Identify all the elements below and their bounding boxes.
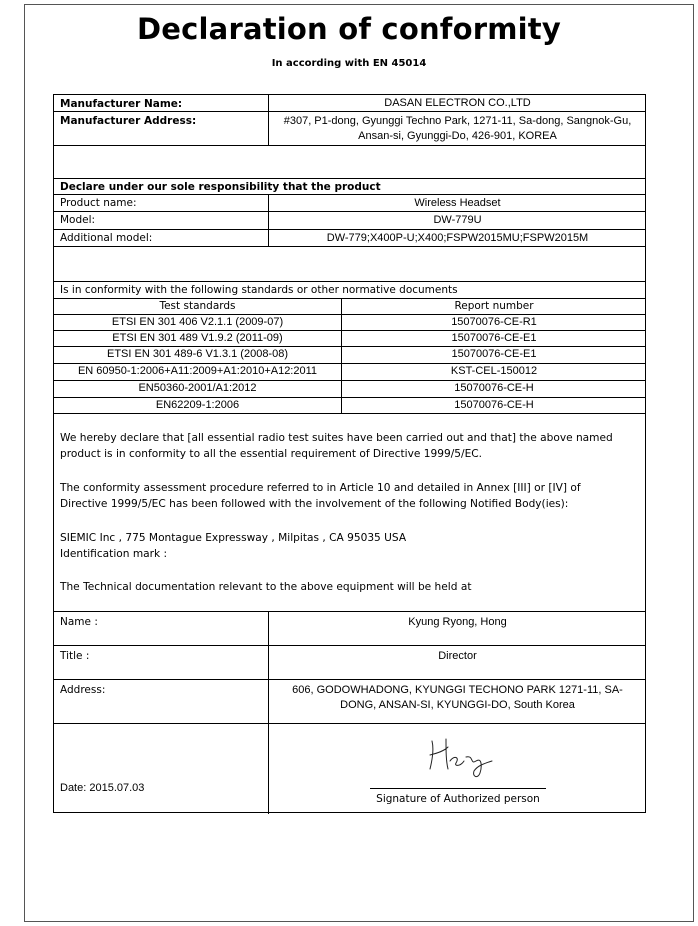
signature-caption: Signature of Authorized person	[376, 793, 540, 805]
signatory-title-label: Title :	[60, 650, 90, 662]
manufacturer-name-label: Manufacturer Name:	[60, 98, 183, 110]
report-number-cell: 15070076-CE-H	[454, 399, 534, 411]
declaration-p2-line2: Directive 1999/5/EC has been followed with the involvement of the following Notified Body(ies):	[60, 498, 569, 510]
signatory-title-value: Director	[438, 650, 477, 662]
standard-cell: EN50360-2001/A1:2012	[138, 382, 257, 394]
signatory-name-label: Name :	[60, 616, 98, 628]
document-title: Declaration of conformity	[137, 12, 561, 46]
model-label: Model:	[60, 214, 96, 226]
identification-mark: Identification mark :	[60, 548, 168, 560]
standard-cell: ETSI EN 301 406 V2.1.1 (2009-07)	[111, 316, 284, 328]
col-test-standards: Test standards	[159, 300, 236, 312]
declaration-p2-line1: The conformity assessment procedure referred to in Article 10 and detailed in Annex [III] or [IV] of	[60, 482, 581, 494]
additional-model-label: Additional model:	[60, 232, 153, 244]
declaration-p1-line1: We hereby declare that [all essential radio test suites have been carried out and that] the above named	[60, 432, 613, 444]
signatory-name-value: Kyung Ryong, Hong	[408, 616, 507, 628]
product-name-label: Product name:	[60, 197, 137, 209]
additional-model-value: DW-779;X400P-U;X400;FSPW2015MU;FSPW2015M	[326, 232, 589, 244]
manufacturer-name-value: DASAN ELECTRON CO.,LTD	[384, 97, 531, 109]
declare-heading: Declare under our sole responsibility that the product	[60, 181, 381, 193]
manufacturer-address-line1: #307, P1-dong, Gyunggi Techno Park, 1271-11, Sa-dong, Sangnok-Gu,	[283, 115, 632, 127]
document-subtitle: In according with EN 45014	[271, 58, 427, 69]
product-name-value: Wireless Headset	[414, 197, 501, 209]
declaration-p1-line2: product is in conformity to all the essential requirement of Directive 1999/5/EC.	[60, 448, 483, 460]
standard-cell: ETSI EN 301 489-6 V1.3.1 (2008-08)	[107, 348, 288, 360]
manufacturer-address-label: Manufacturer Address:	[60, 115, 197, 127]
standard-cell: EN62209-1:2006	[155, 399, 240, 411]
declaration-table	[53, 94, 646, 813]
standard-cell: ETSI EN 301 489 V1.9.2 (2011-09)	[112, 332, 283, 344]
declaration-date: Date: 2015.07.03	[60, 782, 145, 794]
col-report-number: Report number	[454, 300, 534, 312]
model-value: DW-779U	[433, 214, 482, 226]
report-number-cell: KST-CEL-150012	[450, 365, 538, 377]
handwritten-signature	[424, 731, 514, 781]
signatory-address-label: Address:	[60, 684, 106, 696]
signatory-address-line2: DONG, ANSAN-SI, KYUNGGI-DO, South Korea	[340, 699, 575, 711]
report-number-cell: 15070076-CE-H	[454, 382, 534, 394]
report-number-cell: 15070076-CE-E1	[451, 332, 537, 344]
report-number-cell: 15070076-CE-R1	[451, 316, 537, 328]
signature-line	[370, 788, 546, 789]
signatory-address-line1: 606, GODOWHADONG, KYUNGGI TECHONO PARK 1271-11, SA-	[292, 684, 623, 696]
standards-heading: Is in conformity with the following standards or other normative documents	[60, 284, 458, 296]
standard-cell: EN 60950-1:2006+A11:2009+A1:2010+A12:2011	[77, 365, 318, 377]
technical-documentation: The Technical documentation relevant to the above equipment will be held at	[60, 581, 472, 593]
notified-body-address: SIEMIC Inc , 775 Montague Expressway , Milpitas , CA 95035 USA	[60, 532, 407, 544]
report-number-cell: 15070076-CE-E1	[451, 348, 537, 360]
manufacturer-address-line2: Ansan-si, Gyunggi-Do, 426-901, KOREA	[358, 130, 557, 142]
